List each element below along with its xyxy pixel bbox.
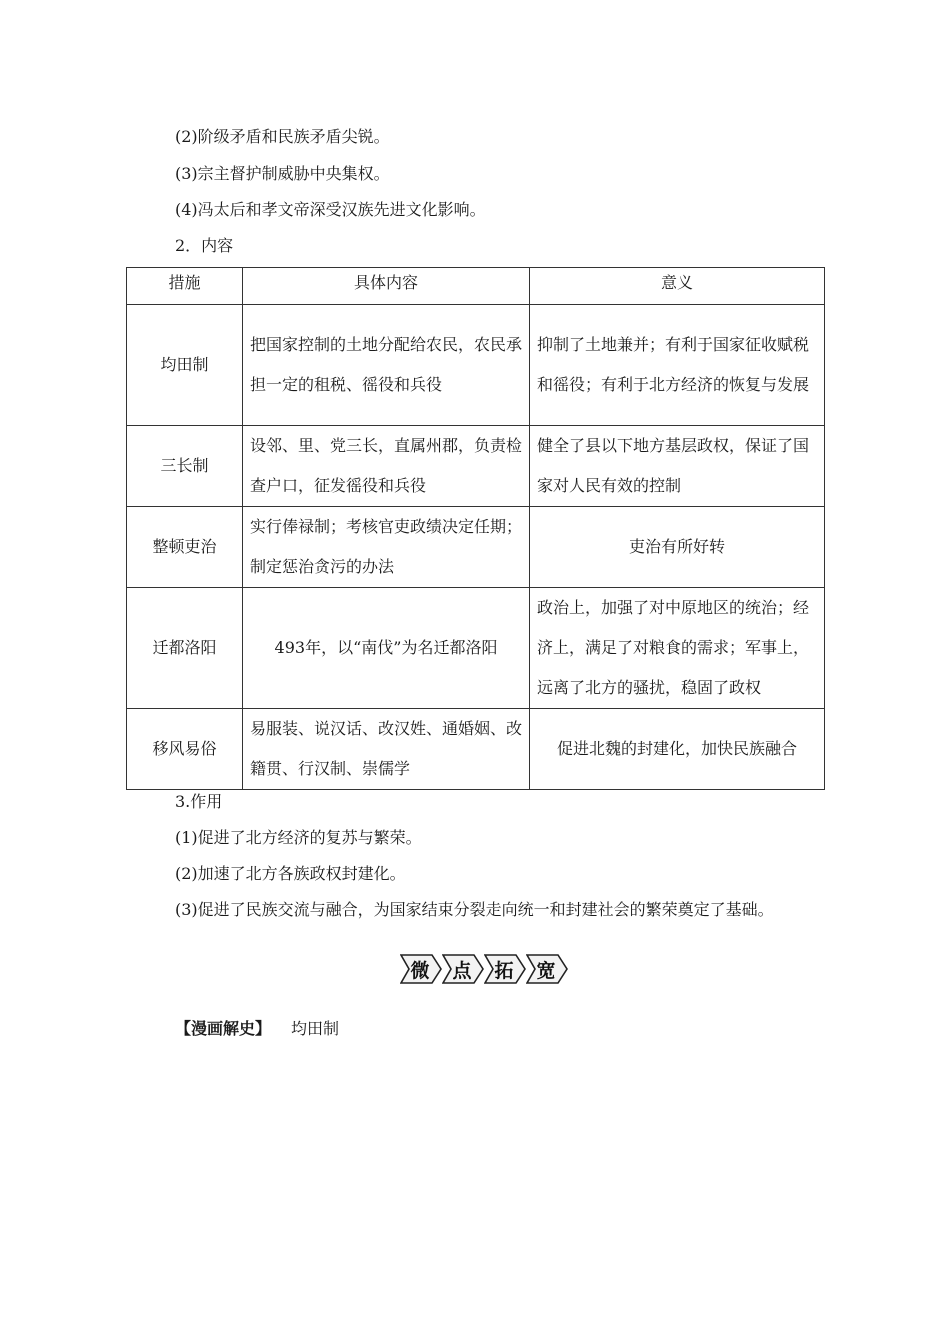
row-meaning: 促进北魏的封建化，加快民族融合	[530, 709, 825, 790]
effect-item-1: (1)促进了北方经济的复苏与繁荣。	[175, 828, 422, 847]
section-effect-title: 3.作用	[175, 792, 223, 811]
header-meaning: 意义	[530, 268, 825, 305]
banner-char: 微	[410, 959, 430, 982]
tagline-label: 【漫画解史】	[175, 1019, 272, 1038]
table-header-row	[127, 268, 825, 305]
row-detail: 493年，以“南伐”为名迁都洛阳	[243, 588, 530, 709]
row-measure: 均田制	[127, 305, 243, 426]
tagline-topic: 均田制	[291, 1019, 340, 1038]
row-measure: 整顿吏治	[127, 507, 243, 588]
row-meaning: 健全了县以下地方基层政权，保证了国家对人民有效的控制	[530, 426, 825, 507]
banner-chevron	[484, 953, 524, 985]
banner-char: 宽	[536, 959, 556, 982]
banner-chevron	[442, 953, 482, 985]
cause-item-2: (2)阶级矛盾和民族矛盾尖锐。	[175, 127, 390, 146]
row-detail: 易服装、说汉话、改汉姓、通婚姻、改籍贯、行汉制、崇儒学	[243, 709, 530, 790]
table-row	[127, 305, 825, 426]
row-measure: 迁都洛阳	[127, 588, 243, 709]
row-meaning: 抑制了土地兼并；有利于国家征收赋税和徭役；有利于北方经济的恢复与发展	[530, 305, 825, 426]
table-row	[127, 588, 825, 709]
row-measure: 三长制	[127, 426, 243, 507]
row-detail: 设邻、里、党三长，直属州郡，负责检查户口，征发徭役和兵役	[243, 426, 530, 507]
banner-char: 拓	[494, 959, 514, 982]
row-meaning: 吏治有所好转	[530, 507, 825, 588]
comic-history-tagline	[175, 1016, 339, 1039]
row-detail: 实行俸禄制；考核官吏政绩决定任期；制定惩治贪污的办法	[243, 507, 530, 588]
section-banner	[400, 952, 568, 986]
banner-chevron	[526, 953, 566, 985]
effect-item-2: (2)加速了北方各族政权封建化。	[175, 864, 406, 883]
row-detail: 把国家控制的土地分配给农民，农民承担一定的租税、徭役和兵役	[243, 305, 530, 426]
cause-item-4: (4)冯太后和孝文帝深受汉族先进文化影响。	[175, 200, 486, 219]
table-row	[127, 709, 825, 790]
effect-item-3: (3)促进了民族交流与融合，为国家结束分裂走向统一和封建社会的繁荣奠定了基础。	[175, 900, 774, 919]
banner-char: 点	[452, 959, 472, 982]
section-content-title: 2．内容	[175, 236, 234, 255]
cause-item-3: (3)宗主督护制威胁中央集权。	[175, 164, 390, 183]
table-row	[127, 507, 825, 588]
table-row	[127, 426, 825, 507]
reform-content-table	[126, 267, 825, 790]
row-measure: 移风易俗	[127, 709, 243, 790]
banner-chevron	[400, 953, 440, 985]
header-detail: 具体内容	[243, 268, 530, 305]
header-measure: 措施	[127, 268, 243, 305]
row-meaning: 政治上，加强了对中原地区的统治；经济上，满足了对粮食的需求；军事上，远离了北方的骚扰，稳固了政权	[530, 588, 825, 709]
